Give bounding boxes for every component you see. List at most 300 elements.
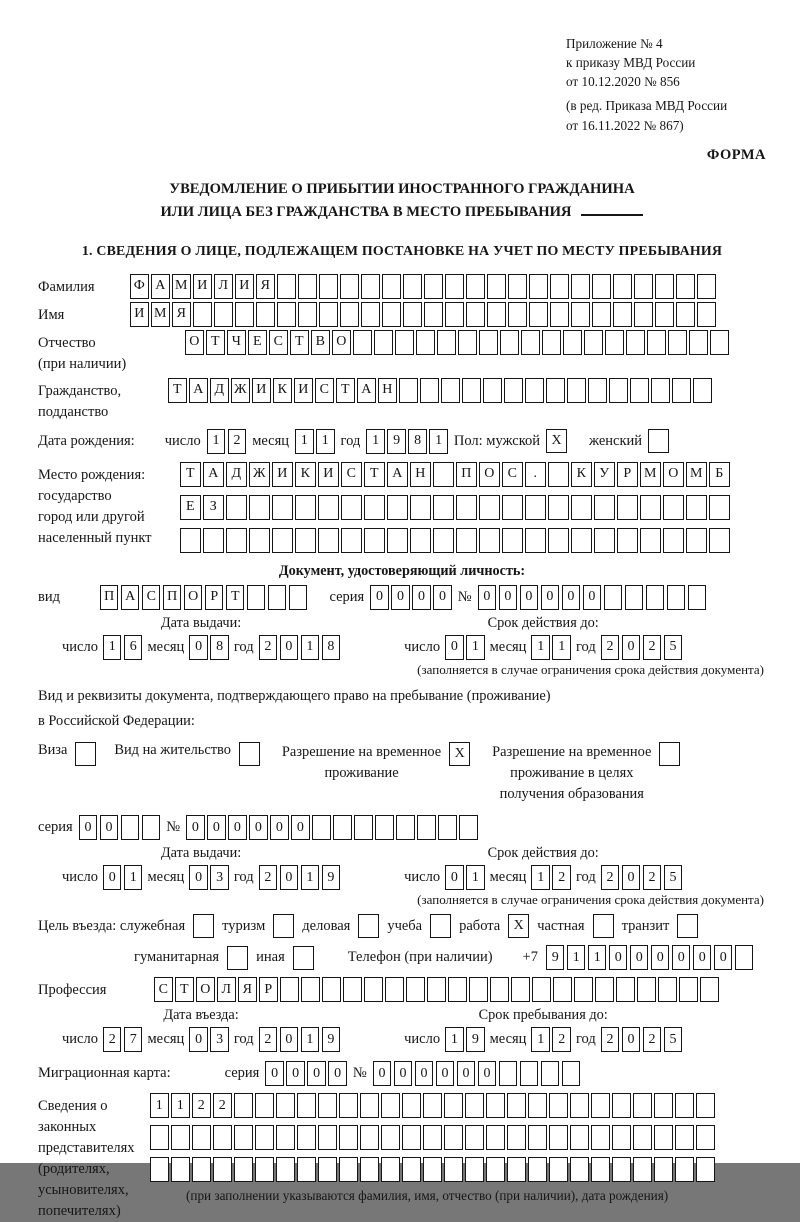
char-box[interactable]: 0 [207, 815, 226, 840]
char-box[interactable]: 1 [207, 429, 226, 454]
char-box[interactable]: 1 [366, 429, 385, 454]
char-box[interactable] [605, 330, 624, 355]
char-box[interactable] [276, 1093, 295, 1118]
char-box[interactable] [689, 330, 708, 355]
char-box[interactable] [364, 977, 383, 1002]
char-box[interactable] [529, 274, 548, 299]
char-box[interactable]: 0 [583, 585, 602, 610]
char-box[interactable] [571, 302, 590, 327]
permit-number-input[interactable] [186, 815, 478, 840]
char-box[interactable]: 1 [531, 1027, 550, 1052]
char-box[interactable] [171, 1125, 190, 1150]
char-box[interactable]: Р [617, 462, 638, 487]
phone-input[interactable] [546, 945, 754, 970]
char-box[interactable] [403, 302, 422, 327]
char-box[interactable] [235, 302, 254, 327]
char-box[interactable]: 0 [622, 865, 641, 890]
char-box[interactable] [171, 1157, 190, 1182]
char-box[interactable] [697, 302, 716, 327]
char-box[interactable]: 1 [301, 635, 320, 660]
purpose-business-checkbox[interactable] [358, 914, 379, 938]
char-box[interactable] [403, 274, 422, 299]
char-box[interactable] [508, 302, 527, 327]
char-box[interactable] [353, 330, 372, 355]
char-box[interactable] [588, 378, 607, 403]
char-box[interactable] [297, 1157, 316, 1182]
char-box[interactable]: С [142, 585, 161, 610]
char-box[interactable] [663, 528, 684, 553]
citizenship-input[interactable] [168, 378, 712, 403]
char-box[interactable]: 1 [150, 1093, 169, 1118]
representatives-line2-input[interactable] [150, 1125, 715, 1150]
char-box[interactable] [654, 1125, 673, 1150]
char-box[interactable] [696, 1125, 715, 1150]
char-box[interactable] [381, 1125, 400, 1150]
char-box[interactable] [570, 1125, 589, 1150]
char-box[interactable]: С [502, 462, 523, 487]
char-box[interactable] [663, 495, 684, 520]
char-box[interactable]: 0 [370, 585, 389, 610]
char-box[interactable] [387, 495, 408, 520]
char-box[interactable]: Я [256, 274, 275, 299]
char-box[interactable] [571, 495, 592, 520]
char-box[interactable] [249, 495, 270, 520]
char-box[interactable]: 0 [373, 1061, 392, 1086]
char-box[interactable]: 0 [228, 815, 247, 840]
stay-day-input[interactable] [445, 1027, 485, 1052]
profession-input[interactable] [154, 977, 719, 1002]
char-box[interactable] [354, 815, 373, 840]
char-box[interactable] [433, 495, 454, 520]
char-box[interactable]: 0 [541, 585, 560, 610]
char-box[interactable] [686, 495, 707, 520]
char-box[interactable] [549, 1093, 568, 1118]
char-box[interactable] [318, 495, 339, 520]
char-box[interactable] [424, 274, 443, 299]
char-box[interactable]: 1 [171, 1093, 190, 1118]
char-box[interactable] [437, 330, 456, 355]
char-box[interactable]: 9 [387, 429, 406, 454]
char-box[interactable] [548, 528, 569, 553]
residence-permit-checkbox[interactable] [239, 742, 260, 766]
char-box[interactable] [318, 1093, 337, 1118]
char-box[interactable]: Я [172, 302, 191, 327]
char-box[interactable]: 1 [429, 429, 448, 454]
char-box[interactable]: И [130, 302, 149, 327]
char-box[interactable] [571, 274, 590, 299]
char-box[interactable]: 0 [609, 945, 628, 970]
char-box[interactable] [319, 302, 338, 327]
char-box[interactable]: 2 [228, 429, 247, 454]
char-box[interactable]: П [163, 585, 182, 610]
char-box[interactable] [549, 1157, 568, 1182]
char-box[interactable]: М [640, 462, 661, 487]
purpose-humanitarian-checkbox[interactable] [227, 946, 248, 970]
char-box[interactable] [192, 1157, 211, 1182]
char-box[interactable] [693, 378, 712, 403]
char-box[interactable] [318, 1125, 337, 1150]
char-box[interactable] [676, 274, 695, 299]
char-box[interactable] [339, 1157, 358, 1182]
char-box[interactable]: 8 [210, 635, 229, 660]
char-box[interactable]: К [295, 462, 316, 487]
purpose-transit-checkbox[interactable] [677, 914, 698, 938]
char-box[interactable]: 1 [588, 945, 607, 970]
permit-series-input[interactable] [79, 815, 161, 840]
char-box[interactable] [646, 585, 665, 610]
char-box[interactable] [525, 528, 546, 553]
char-box[interactable]: 2 [259, 865, 278, 890]
char-box[interactable]: 1 [301, 1027, 320, 1052]
purpose-tourism-checkbox[interactable] [273, 914, 294, 938]
char-box[interactable]: С [269, 330, 288, 355]
temp-residence-checkbox[interactable]: X [449, 742, 470, 766]
char-box[interactable] [487, 274, 506, 299]
char-box[interactable] [387, 528, 408, 553]
char-box[interactable]: 1 [567, 945, 586, 970]
char-box[interactable]: 0 [693, 945, 712, 970]
char-box[interactable]: 2 [643, 865, 662, 890]
char-box[interactable] [319, 274, 338, 299]
char-box[interactable] [591, 1125, 610, 1150]
char-box[interactable] [616, 977, 635, 1002]
char-box[interactable] [343, 977, 362, 1002]
char-box[interactable] [234, 1157, 253, 1182]
doc-kind-input[interactable] [100, 585, 308, 610]
char-box[interactable] [651, 378, 670, 403]
char-box[interactable]: 0 [189, 1027, 208, 1052]
char-box[interactable] [364, 528, 385, 553]
char-box[interactable] [459, 815, 478, 840]
birth-month-input[interactable] [295, 429, 335, 454]
char-box[interactable]: У [594, 462, 615, 487]
char-box[interactable] [276, 1125, 295, 1150]
char-box[interactable] [340, 274, 359, 299]
char-box[interactable]: 0 [270, 815, 289, 840]
char-box[interactable]: И [294, 378, 313, 403]
visa-checkbox[interactable] [75, 742, 96, 766]
char-box[interactable]: Т [175, 977, 194, 1002]
char-box[interactable] [528, 1157, 547, 1182]
char-box[interactable] [226, 495, 247, 520]
char-box[interactable]: 0 [457, 1061, 476, 1086]
char-box[interactable]: О [663, 462, 684, 487]
char-box[interactable]: 5 [664, 635, 683, 660]
char-box[interactable] [410, 495, 431, 520]
char-box[interactable]: 0 [249, 815, 268, 840]
char-box[interactable]: 0 [391, 585, 410, 610]
char-box[interactable]: К [273, 378, 292, 403]
char-box[interactable] [268, 585, 287, 610]
name-input[interactable] [130, 302, 716, 327]
char-box[interactable] [486, 1157, 505, 1182]
char-box[interactable]: 3 [210, 1027, 229, 1052]
char-box[interactable]: 9 [466, 1027, 485, 1052]
patronymic-input[interactable] [185, 330, 729, 355]
char-box[interactable]: 9 [322, 865, 341, 890]
char-box[interactable] [226, 528, 247, 553]
char-box[interactable] [592, 302, 611, 327]
char-box[interactable] [214, 302, 233, 327]
char-box[interactable] [655, 274, 674, 299]
char-box[interactable] [272, 528, 293, 553]
char-box[interactable] [612, 1157, 631, 1182]
char-box[interactable]: 0 [286, 1061, 305, 1086]
char-box[interactable]: 1 [531, 865, 550, 890]
char-box[interactable]: 1 [124, 865, 143, 890]
char-box[interactable] [417, 815, 436, 840]
char-box[interactable] [479, 528, 500, 553]
char-box[interactable] [466, 274, 485, 299]
char-box[interactable] [525, 495, 546, 520]
char-box[interactable]: О [185, 330, 204, 355]
sex-male-checkbox[interactable]: X [546, 429, 567, 453]
char-box[interactable] [654, 1157, 673, 1182]
char-box[interactable]: Т [206, 330, 225, 355]
char-box[interactable] [361, 302, 380, 327]
char-box[interactable]: И [252, 378, 271, 403]
char-box[interactable] [709, 495, 730, 520]
char-box[interactable]: 0 [412, 585, 431, 610]
char-box[interactable] [584, 330, 603, 355]
char-box[interactable]: 0 [445, 865, 464, 890]
char-box[interactable] [479, 330, 498, 355]
char-box[interactable]: Д [226, 462, 247, 487]
char-box[interactable]: П [456, 462, 477, 487]
char-box[interactable] [444, 1157, 463, 1182]
char-box[interactable] [507, 1157, 526, 1182]
char-box[interactable] [203, 528, 224, 553]
char-box[interactable] [255, 1157, 274, 1182]
char-box[interactable] [640, 495, 661, 520]
char-box[interactable]: 0 [280, 1027, 299, 1052]
char-box[interactable]: 0 [291, 815, 310, 840]
char-box[interactable] [633, 1093, 652, 1118]
char-box[interactable] [655, 302, 674, 327]
char-box[interactable] [462, 378, 481, 403]
char-box[interactable] [504, 378, 523, 403]
char-box[interactable] [402, 1093, 421, 1118]
char-box[interactable] [675, 1125, 694, 1150]
char-box[interactable]: 0 [562, 585, 581, 610]
doc-issue-day-input[interactable] [103, 635, 143, 660]
char-box[interactable] [591, 1093, 610, 1118]
char-box[interactable]: С [154, 977, 173, 1002]
char-box[interactable]: О [184, 585, 203, 610]
char-box[interactable] [612, 1125, 631, 1150]
char-box[interactable] [150, 1157, 169, 1182]
char-box[interactable] [625, 585, 644, 610]
char-box[interactable] [525, 378, 544, 403]
char-box[interactable] [318, 528, 339, 553]
char-box[interactable] [502, 495, 523, 520]
char-box[interactable] [594, 495, 615, 520]
migr-series-input[interactable] [265, 1061, 347, 1086]
char-box[interactable] [633, 1157, 652, 1182]
char-box[interactable] [486, 1093, 505, 1118]
char-box[interactable] [456, 495, 477, 520]
char-box[interactable]: 5 [664, 865, 683, 890]
char-box[interactable]: 0 [103, 865, 122, 890]
char-box[interactable] [381, 1093, 400, 1118]
char-box[interactable] [604, 585, 623, 610]
birthplace-line2-input[interactable] [180, 495, 730, 520]
char-box[interactable] [456, 528, 477, 553]
char-box[interactable] [696, 1093, 715, 1118]
char-box[interactable]: Т [364, 462, 385, 487]
char-box[interactable] [617, 528, 638, 553]
char-box[interactable] [192, 1125, 211, 1150]
birthplace-line3-input[interactable] [180, 528, 730, 553]
char-box[interactable] [591, 1157, 610, 1182]
char-box[interactable]: Б [709, 462, 730, 487]
char-box[interactable] [312, 815, 331, 840]
doc-valid-day-input[interactable] [445, 635, 485, 660]
char-box[interactable] [298, 302, 317, 327]
char-box[interactable]: 0 [630, 945, 649, 970]
char-box[interactable] [364, 495, 385, 520]
char-box[interactable]: А [121, 585, 140, 610]
char-box[interactable] [562, 1061, 581, 1086]
birth-year-input[interactable] [366, 429, 448, 454]
char-box[interactable] [507, 1125, 526, 1150]
char-box[interactable]: 0 [651, 945, 670, 970]
char-box[interactable] [402, 1157, 421, 1182]
char-box[interactable] [410, 528, 431, 553]
char-box[interactable] [423, 1157, 442, 1182]
doc-series-input[interactable] [370, 585, 452, 610]
char-box[interactable] [438, 815, 457, 840]
char-box[interactable] [381, 1157, 400, 1182]
char-box[interactable] [433, 528, 454, 553]
char-box[interactable] [521, 330, 540, 355]
representatives-line3-input[interactable] [150, 1157, 715, 1182]
migr-number-input[interactable] [373, 1061, 581, 1086]
char-box[interactable] [647, 330, 666, 355]
char-box[interactable]: Д [210, 378, 229, 403]
char-box[interactable]: 0 [478, 1061, 497, 1086]
char-box[interactable]: 2 [643, 1027, 662, 1052]
char-box[interactable]: К [571, 462, 592, 487]
char-box[interactable] [634, 302, 653, 327]
char-box[interactable] [465, 1157, 484, 1182]
char-box[interactable] [420, 378, 439, 403]
char-box[interactable]: 2 [552, 865, 571, 890]
char-box[interactable]: 0 [394, 1061, 413, 1086]
char-box[interactable] [570, 1157, 589, 1182]
char-box[interactable] [445, 274, 464, 299]
doc-issue-month-input[interactable] [189, 635, 229, 660]
char-box[interactable]: А [357, 378, 376, 403]
char-box[interactable] [340, 302, 359, 327]
char-box[interactable] [339, 1125, 358, 1150]
representatives-line1-input[interactable] [150, 1093, 715, 1118]
char-box[interactable] [546, 378, 565, 403]
char-box[interactable] [640, 528, 661, 553]
char-box[interactable]: 5 [664, 1027, 683, 1052]
temp-residence-edu-checkbox[interactable] [659, 742, 680, 766]
stay-month-input[interactable] [531, 1027, 571, 1052]
entry-month-input[interactable] [189, 1027, 229, 1052]
char-box[interactable]: 0 [622, 635, 641, 660]
char-box[interactable] [499, 1061, 518, 1086]
char-box[interactable]: И [193, 274, 212, 299]
char-box[interactable] [637, 977, 656, 1002]
char-box[interactable] [571, 528, 592, 553]
char-box[interactable] [709, 528, 730, 553]
char-box[interactable] [402, 1125, 421, 1150]
char-box[interactable] [570, 1093, 589, 1118]
char-box[interactable] [676, 302, 695, 327]
char-box[interactable] [423, 1093, 442, 1118]
char-box[interactable] [333, 815, 352, 840]
doc-issue-year-input[interactable] [259, 635, 341, 660]
char-box[interactable] [234, 1093, 253, 1118]
char-box[interactable] [550, 274, 569, 299]
char-box[interactable] [341, 528, 362, 553]
char-box[interactable] [595, 977, 614, 1002]
char-box[interactable] [672, 378, 691, 403]
char-box[interactable]: 0 [478, 585, 497, 610]
entry-day-input[interactable] [103, 1027, 143, 1052]
char-box[interactable] [441, 378, 460, 403]
char-box[interactable] [617, 495, 638, 520]
char-box[interactable] [567, 378, 586, 403]
char-box[interactable] [700, 977, 719, 1002]
char-box[interactable]: В [311, 330, 330, 355]
char-box[interactable]: Р [259, 977, 278, 1002]
char-box[interactable] [247, 585, 266, 610]
char-box[interactable]: И [272, 462, 293, 487]
char-box[interactable] [563, 330, 582, 355]
char-box[interactable] [479, 495, 500, 520]
char-box[interactable] [213, 1125, 232, 1150]
char-box[interactable] [416, 330, 435, 355]
char-box[interactable]: Т [336, 378, 355, 403]
char-box[interactable] [276, 1157, 295, 1182]
char-box[interactable]: 1 [301, 865, 320, 890]
char-box[interactable] [399, 378, 418, 403]
char-box[interactable] [668, 330, 687, 355]
char-box[interactable] [427, 977, 446, 1002]
char-box[interactable]: 8 [408, 429, 427, 454]
char-box[interactable]: Ф [130, 274, 149, 299]
char-box[interactable]: 0 [307, 1061, 326, 1086]
permit-issue-day-input[interactable] [103, 865, 143, 890]
char-box[interactable] [634, 274, 653, 299]
char-box[interactable] [528, 1125, 547, 1150]
char-box[interactable]: М [151, 302, 170, 327]
char-box[interactable] [297, 1093, 316, 1118]
char-box[interactable] [675, 1157, 694, 1182]
char-box[interactable]: М [686, 462, 707, 487]
char-box[interactable]: 3 [210, 865, 229, 890]
char-box[interactable] [150, 1125, 169, 1150]
char-box[interactable] [423, 1125, 442, 1150]
char-box[interactable] [697, 274, 716, 299]
char-box[interactable]: 9 [546, 945, 565, 970]
char-box[interactable] [612, 1093, 631, 1118]
char-box[interactable] [322, 977, 341, 1002]
char-box[interactable]: 0 [520, 585, 539, 610]
char-box[interactable] [298, 274, 317, 299]
purpose-official-checkbox[interactable] [193, 914, 214, 938]
char-box[interactable] [592, 274, 611, 299]
char-box[interactable] [633, 1125, 652, 1150]
char-box[interactable] [445, 302, 464, 327]
char-box[interactable] [465, 1125, 484, 1150]
char-box[interactable]: 9 [322, 1027, 341, 1052]
